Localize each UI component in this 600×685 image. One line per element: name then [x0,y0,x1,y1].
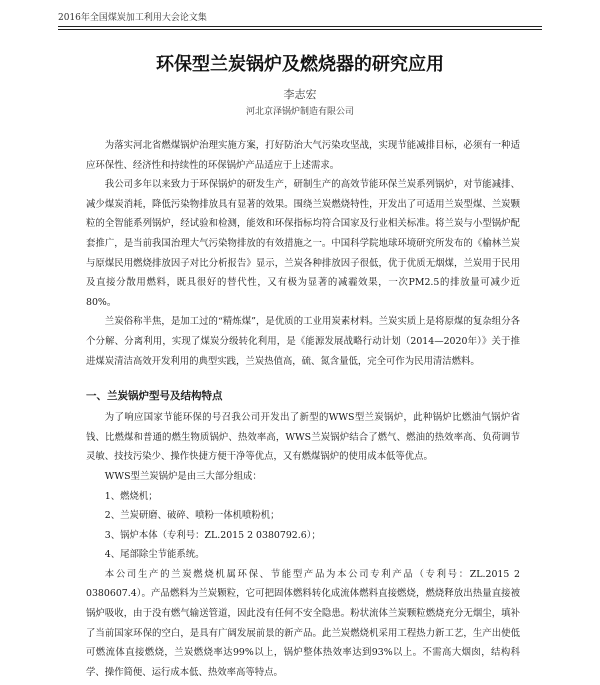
author-affiliation: 河北京泽锅炉制造有限公司 [245,107,354,117]
running-header: 2016年全国煤炭加工利用大会论文集 [58,10,542,27]
intro-paragraph: 为落实河北省燃煤锅炉治理实施方案，打好防治大气污染攻坚战，实现节能减排目标，必须有一种适应环保性、经济性和持续性的环保锅炉产品适应于上述需求。 [86,140,520,171]
closing-paragraph: 本公司生产的兰炭燃烧机属环保、节能型产品为本公司专利产品（专利号：ZL.2015 2 0380607.4）。产品燃料为兰炭颗粒，它可把固体燃料转化成流体燃料直接燃烧，燃烧释放出热量直接被锅炉吸收，由于没有燃气输送管道，因此没有任何不安全隐患。粉状流体兰炭颗粒燃烧充分无烟尘，填补了当前国家环保的空白，是具有广阔发展前景的新产品。此兰炭燃烧机采用工程热力新工艺，生产出使低可燃流体直接燃烧，兰炭燃烧率达99%以上，锅炉整体热效率达到93%以上。不需高大烟囱，结构科学、操作简便、运行成本低、热效率高等特点。 [86,568,520,678]
list-item: 3、锅炉本体（专利号：ZL.2015 2 0380792.6）； [104,529,321,541]
section-paragraph: 为了响应国家节能环保的号召我公司开发出了新型的WWS型兰炭锅炉，此种锅炉比燃油气锅炉省钱、比燃煤和普通的燃生物质锅炉、热效率高，WWS兰炭锅炉结合了燃气、燃油的热效率高、负荷调节灵敏、技技污染少、操作快捷方便干净等优点，又有燃煤锅炉的使用成本低等优点。 [86,412,520,463]
list-item: 2、兰炭研磨、破碎、喷粉一体机喷粉机； [104,510,280,522]
body-text [86,136,520,682]
section-heading: 一、兰炭锅炉型号及结构特点 [86,390,223,403]
section-paragraph: WWS型兰炭锅炉是由三大部分组成： [104,470,262,482]
intro-paragraph: 兰炭俗称半焦，是加工过的“精炼煤”，是优质的工业用炭素材料。兰炭实质上是将原煤的复杂组分各个分解、分离利用，实现了煤炭分级转化利用，是《能源发展战略行动计划（2014—2020年）》关于推进煤炭清洁高效开发利用的典型实践，兰炭热值高，硫、氮含量低，完全可作为民用清洁燃料。 [86,316,520,367]
list-item: 1、燃烧机； [104,490,158,502]
intro-paragraph: 我公司多年以来致力于环保锅炉的研发生产，研制生产的高效节能环保兰炭系列锅炉，对节能减排、减少煤炭消耗，降低污染物排放具有显著的效果。围绕兰炭燃烧特性，开发出了可适用兰炭型煤、兰炭颗粒的全智能系列锅炉，经试验和检测，能效和环保指标均符合国家及行业相关标准。将兰炭与小型锅炉配套推广，是当前我国治理大气污染物排放的有效措施之一。中国科学院地球环境研究所发布的《榆林兰炭与原煤民用燃烧排放因子对比分析报告》显示，兰炭各种排放因子很低，优于优质无烟煤，兰炭用于民用及直接分散用燃料，既具很好的替代性，又有极为显著的减霾效果，一次PM2.5的排放量可减少近80%。 [86,179,520,308]
author-name: 李志宏 [283,88,317,101]
paper-title: 环保型兰炭锅炉及燃烧器的研究应用 [156,54,444,75]
list-item: 4、尾部除尘节能系统。 [104,549,205,561]
